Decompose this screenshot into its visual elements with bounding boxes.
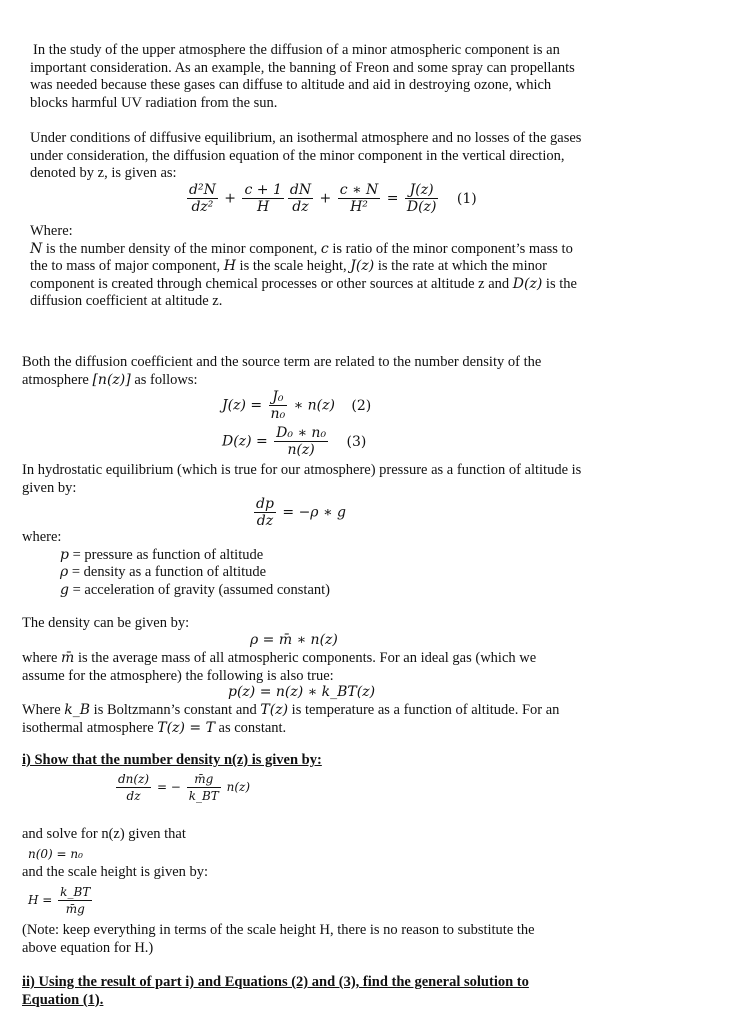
mbar-text (22, 650, 582, 685)
kb-text-1: Where (22, 702, 65, 718)
where-text-5: is the diffusion coefficient at altitude z. (30, 275, 577, 310)
eq-rho-text: ρ = m̄ ∗ n(z) (250, 632, 338, 648)
equation-3 (222, 425, 366, 458)
def-p-text: = pressure as function of altitude (68, 546, 264, 563)
eq1-term5 (405, 182, 439, 215)
eqdn-den: dz (126, 789, 141, 803)
hydro-paragraph (22, 462, 582, 497)
eq1-t5-num: J(z) (405, 182, 439, 199)
where-block (30, 223, 590, 311)
sym-kb: k_B (64, 702, 91, 718)
eq1-label: (1) (456, 190, 477, 207)
def-p-sym: p (60, 546, 69, 563)
density-text: The density can be given by: (22, 615, 190, 631)
eqdn-rhs: n(z) (226, 780, 251, 794)
equation-1 (185, 182, 477, 215)
sym-Tc: T(z) = T (157, 719, 215, 736)
eq1-t1-num: d²N (189, 182, 216, 198)
eq3-num: D₀ ∗ n₀ (276, 425, 327, 441)
eq1-term2 (242, 182, 283, 215)
density-paragraph (22, 615, 582, 633)
where-text-1: is the number density of the minor component, (42, 240, 321, 257)
def-rho-text: = density as a function of altitude (68, 564, 267, 581)
eq3-den: n(z) (287, 442, 315, 458)
def-rho (22, 564, 582, 582)
equation-ideal-gas (228, 684, 375, 700)
both-text (22, 354, 582, 389)
kb-paragraph (22, 702, 582, 737)
equation-dp (252, 496, 346, 529)
equation-H (28, 884, 94, 917)
where-label: Where: (30, 223, 73, 239)
where-text-3: is the scale height, (235, 258, 351, 275)
sym-Dz: D(z) (512, 275, 543, 292)
eq2-num: J₀ (269, 389, 288, 406)
eq3-lhs: D(z) = (222, 433, 268, 450)
sym-c: c (320, 240, 329, 257)
sym-H: H (223, 258, 236, 275)
eq-n0-text: n(0) = n₀ (28, 847, 83, 861)
eq2-rhs: ∗ n(z) (293, 397, 335, 414)
kb-text-2: is Boltzmann’s constant and (90, 702, 261, 718)
eqH-lhs: H = (28, 893, 53, 907)
part2-heading (22, 974, 567, 1009)
def-g-text: = acceleration of gravity (assumed constant) (68, 581, 330, 598)
eq1-t5-den: D(z) (406, 199, 437, 215)
eq1-term1 (187, 182, 218, 215)
equation-dn (114, 771, 250, 804)
eqdn-num2: m̄g (187, 771, 221, 788)
eq1-plus1: + (224, 190, 237, 207)
kb-text-4: as constant. (214, 719, 287, 736)
eqH-den: m̄g (65, 902, 85, 916)
solve-paragraph (22, 826, 582, 844)
both-paragraph (22, 354, 582, 389)
note-text: (Note: keep everything in terms of the scale height H, there is no reason to substitute the above equation for H.) (22, 922, 535, 956)
eq1-plus2: + (319, 190, 332, 207)
scale-paragraph (22, 864, 582, 882)
kb-text (22, 702, 582, 737)
eq1-t4-num: c ∗ N (339, 182, 379, 198)
sym-Jz: J(z) (350, 258, 375, 275)
where-description (30, 241, 590, 311)
eq1-t2-num: c + 1 (244, 182, 282, 198)
where2-label: where: (22, 529, 62, 545)
mbar-paragraph (22, 650, 582, 685)
eq-ideal-text: p(z) = n(z) ∗ k_BT(z) (228, 684, 376, 700)
eq1-t2-den: H (257, 199, 270, 215)
conditions-text: Under conditions of diffusive equilibrium, an isothermal atmosphere and no losses of the gases under consideration, the diffusion equation of the minor component in the vertical direction, denoted by z, is given as: (30, 130, 582, 182)
eq2-frac (269, 389, 288, 422)
part1-heading-text: i) Show that the number density n(z) is given by: (22, 752, 322, 768)
solve-text: and solve for n(z) given that (22, 826, 186, 842)
def-g-sym: g (60, 581, 69, 598)
eq2-den: n₀ (270, 406, 286, 422)
eqdp-frac (254, 496, 276, 529)
eqH-frac (58, 884, 92, 917)
eq1-equals: = (386, 190, 399, 207)
both-text-2: as follows: (130, 371, 198, 388)
eqdn-den2: k_BT (188, 789, 219, 803)
note-paragraph (22, 922, 567, 957)
eq2-lhs: J(z) = (222, 397, 263, 414)
mbar-text-2: is the average mass of all atmospheric components. For an ideal gas (which we assume for the atmosphere) the following is also true: (22, 650, 537, 684)
eqdp-den: dz (256, 513, 274, 529)
eq1-t3-num: dN (289, 182, 312, 198)
eqdp-num: dp (256, 496, 274, 512)
eq1-t1-den: dz² (191, 199, 214, 215)
sym-nz: [n(z)] (92, 371, 131, 388)
part2-heading-text: ii) Using the result of part i) and Equations (2) and (3), find the general solution to Equation (1). (22, 974, 529, 1008)
sym-N: N (30, 240, 43, 257)
sym-Tz: T(z) (260, 702, 289, 718)
scale-text: and the scale height is given by: (22, 864, 209, 880)
eq1-term3 (288, 182, 313, 215)
eq1-t4-den: H² (350, 199, 368, 215)
def-p (22, 547, 582, 565)
eq1-t3-den: dz (292, 199, 309, 215)
equation-rho (250, 632, 338, 648)
eqdn-frac2 (187, 771, 221, 804)
where-text-2: is ratio of the minor component’s mass to the to mass of major component, (30, 240, 573, 275)
sym-mbar: m̄ (61, 650, 75, 666)
eqdn-num: dn(z) (118, 772, 150, 786)
part1-heading (22, 752, 582, 770)
mbar-text-1: where (22, 650, 62, 666)
eq2-label: (2) (351, 397, 372, 414)
eq3-frac (274, 425, 328, 458)
conditions-paragraph (30, 130, 592, 183)
both-text-1: Both the diffusion coefficient and the source term are related to the number density of the atmosphere (22, 354, 542, 388)
hydro-text: In hydrostatic equilibrium (which is true for our atmosphere) pressure as a function of altitude is given by: (22, 462, 582, 496)
def-rho-sym: ρ (60, 564, 69, 581)
definitions-block (22, 529, 582, 599)
intro-text: In the study of the upper atmosphere the diffusion of a minor atmospheric component is an important consideration. As an example, the banning of Freon and some spray can propellants was needed because these gases can diffuse to altitude and aid in destroying ozone, which blocks harmful UV radiation from the sun. (30, 42, 575, 111)
equation-2 (222, 389, 371, 422)
eqdn-frac1 (116, 771, 151, 804)
eqH-num: k_BT (60, 885, 91, 899)
where-text-4: is the rate at which the minor component is created through chemical processes or other sources at altitude z and (30, 258, 547, 292)
equation-n0 (28, 847, 83, 861)
intro-paragraph (30, 42, 592, 112)
eqdp-rhs: = −ρ ∗ g (282, 504, 346, 521)
eqdn-eq: = − (156, 780, 181, 794)
kb-text-3: is temperature as a function of altitude. For an isothermal atmosphere (22, 702, 560, 736)
eq3-label: (3) (346, 433, 367, 450)
eq1-term4 (338, 182, 381, 215)
def-g (22, 582, 582, 600)
